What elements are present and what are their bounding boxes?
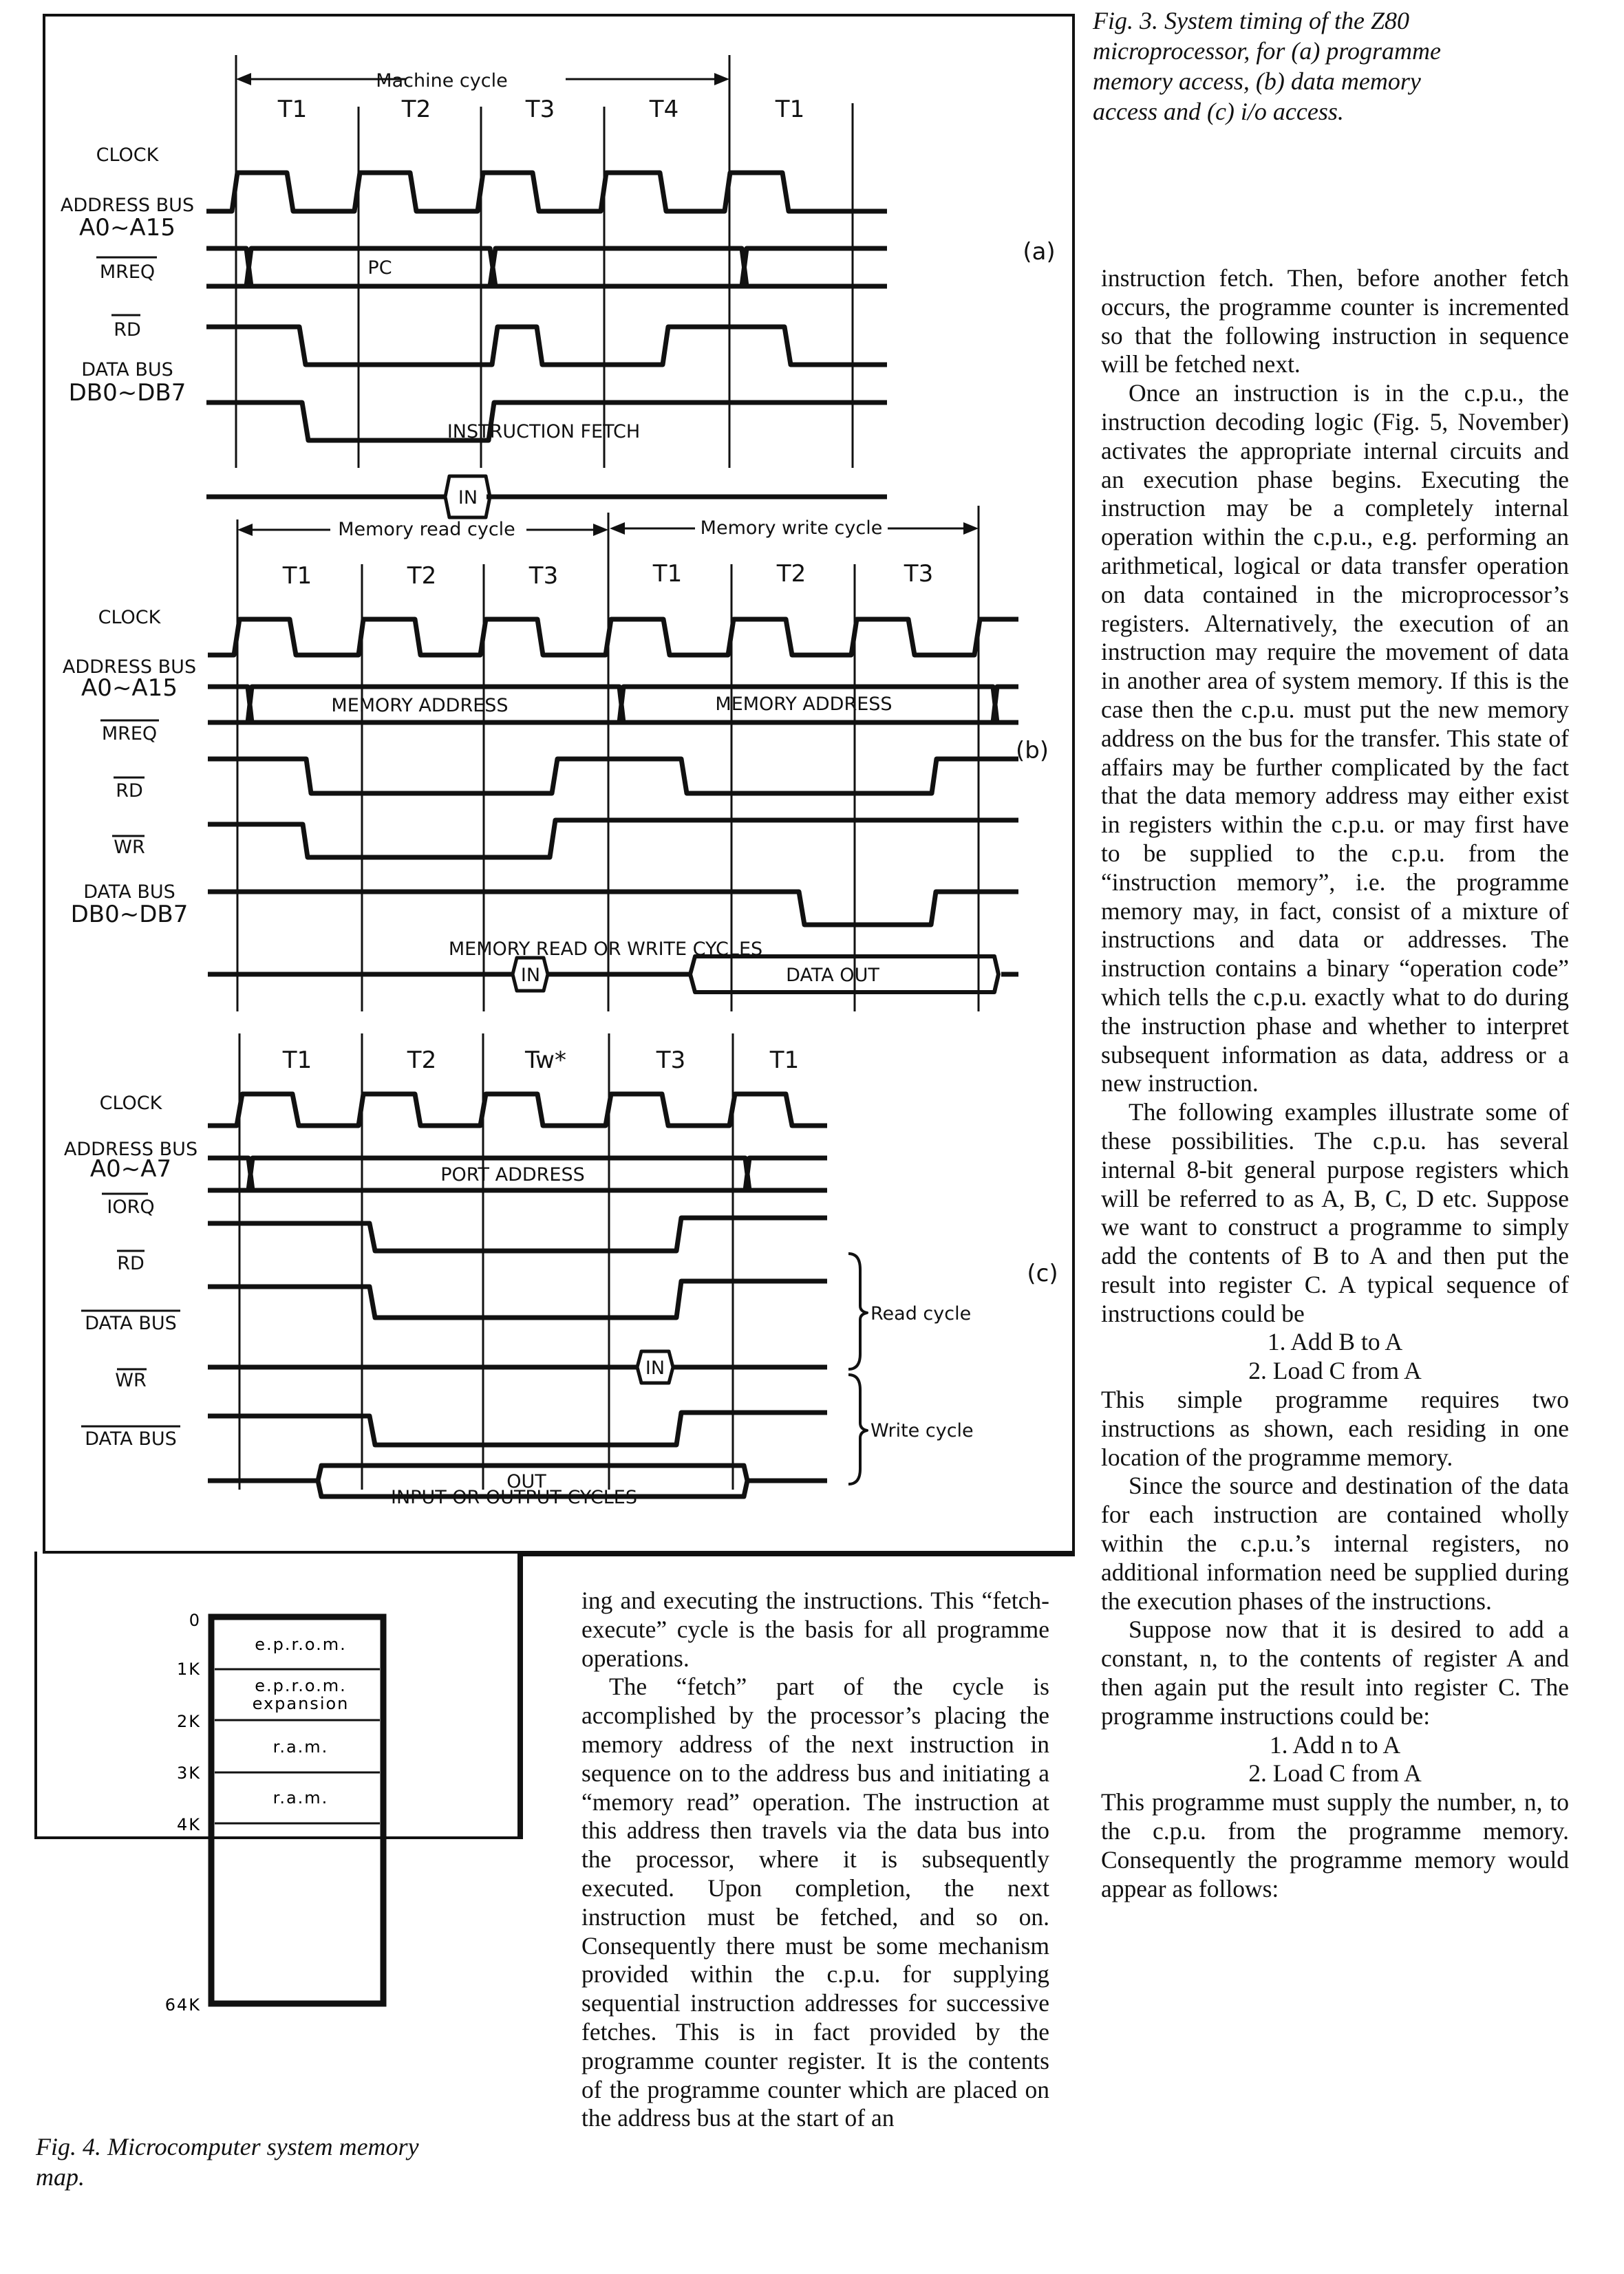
signal-label-rd: RD [117, 1253, 145, 1274]
diagram-title-c: INPUT OR OUTPUT CYCLES [391, 1487, 637, 1508]
brace-label-write-cycle: Write cycle [870, 1420, 974, 1441]
state-label: T1 [652, 560, 683, 588]
signal-label-data-range: DB0~DB7 [70, 901, 189, 928]
fig4-caption-line: map. [36, 2163, 85, 2191]
signal-label-address-bus: ADDRESS BUS [60, 195, 195, 216]
bus-value-memory-address: MEMORY ADDRESS [331, 695, 509, 716]
state-label: T1 [277, 96, 308, 123]
span-label-machine-cycle: Machine cycle [376, 70, 508, 92]
signal-label-address-range: A0~A15 [81, 674, 178, 702]
address-tick: 4K [176, 1815, 201, 1834]
paragraph: This programme must supply the number, n, to the c.p.u. from the programme memory. Consequently the programme memory would appear as follows: [1101, 1788, 1569, 1902]
signal-label-data-bus: DATA BUS [85, 1313, 177, 1334]
signal-label-address-bus: ADDRESS BUS [63, 1139, 198, 1160]
right-column [1101, 264, 1569, 1903]
state-label: T2 [401, 96, 431, 123]
list-item: 2. Load C from A [1248, 1357, 1422, 1385]
paragraph: instruction fetch. Then, before another fetch occurs, the programme counter is incremented so that the following instruction in sequence will be fetched next. [1101, 264, 1569, 378]
state-label: T1 [775, 96, 805, 123]
signal-label-mreq: MREQ [99, 261, 156, 283]
arrow-left-icon [236, 73, 251, 85]
signal-label-address-range: A0~A7 [89, 1155, 172, 1183]
signal-label-data-range: DB0~DB7 [68, 379, 186, 407]
arrow-right-icon [714, 73, 729, 85]
region-ram: r.a.m. [273, 1788, 329, 1808]
panel-label-c: (c) [1027, 1260, 1058, 1287]
list-item: 1. Add n to A [1269, 1730, 1401, 1759]
signal-label-data-bus: DATA BUS [83, 881, 175, 903]
bus-value-memory-address: MEMORY ADDRESS [715, 694, 893, 715]
span-label-write-cycle: Memory write cycle [700, 517, 883, 539]
middle-column [581, 1587, 1049, 2133]
address-tick: 64K [164, 1995, 201, 2015]
address-tick: 2K [176, 1712, 201, 1731]
paragraph: ing and executing the instructions. This “fetch-execute” cycle is the basis for all programme operations. [581, 1587, 1049, 1672]
state-label: T1 [282, 562, 312, 590]
signal-label-iorq: IORQ [107, 1197, 155, 1218]
paragraph: Once an instruction is in the c.p.u., the instruction decoding logic (Fig. 5, November) activates the appropriate internal circuits and an execution phase begins. Executing the instruction may be a completely internal operation within the c.p.u., e.g. performing an arithmetical, logical or data transfer operation on data contained in the microprocessor’s registers. Alternatively, the execution of an instruction may require the movement of data in another area of system memory. If this is the case then the c.p.u. must put the new memory address on the bus for the transfer. This state of affairs may be further complicated by the fact that the data memory address may either exist in registers within the c.p.u. or may first have to be supplied to the c.p.u. from the “instruction memory”, i.e. the programme memory may, in fact, consist of a mixture of instructions and data or addresses. The instruction contains a binary “operation code” which tells the c.p.u. exactly what to do during the instruction phase and whether to interpret subsequent information as data, address or a new instruction. [1101, 379, 1569, 1097]
state-label: T2 [776, 560, 806, 588]
state-label: T1 [282, 1047, 312, 1074]
signal-label-clock: CLOCK [96, 144, 159, 166]
list-item: 1. Add B to A [1267, 1328, 1403, 1356]
clock-a [206, 173, 887, 211]
state-label: T3 [525, 96, 555, 123]
region-eprom-expansion: e.p.r.o.m. [255, 1676, 347, 1695]
signal-label-address-bus: ADDRESS BUS [62, 656, 197, 678]
signal-label-rd: RD [114, 319, 141, 341]
diagram-title-b: MEMORY READ OR WRITE CYCLES [448, 938, 763, 960]
signal-label-data-bus: DATA BUS [81, 359, 173, 380]
bus-value-data-out: DATA OUT [786, 965, 879, 986]
paragraph: The “fetch” part of the cycle is accomplished by the processor’s placing the memory address of the next instruction in sequence on to the address bus and initiating a “memory read” operation. The instruction at this address then travels via the data bus into the processor, where it is subsequently executed. Upon completion, the next instruction must be fetched, and so on. Consequently there must be some mechanism provided within the c.p.u. for supplying sequential instruction addresses for successive fetches. This is in fact provided by the programme counter register. It is the contents of the programme counter which are placed on the address bus at the start of an [581, 1673, 1049, 2132]
panel-label-a: (a) [1023, 238, 1056, 266]
signal-label-address-range: A0~A15 [79, 214, 175, 242]
state-label: Tw* [525, 1047, 566, 1074]
state-label: T3 [904, 560, 934, 588]
signal-label-mreq: MREQ [101, 723, 158, 744]
bus-value-in: IN [645, 1358, 665, 1379]
signal-label-data-bus: DATA BUS [85, 1428, 177, 1450]
signal-label-rd: RD [116, 780, 143, 802]
fig3-caption-line: access and (c) i/o access. [1093, 98, 1344, 125]
memory-map-box [211, 1617, 383, 2004]
address-tick: 1K [176, 1660, 201, 1679]
paragraph: Since the source and destination of the data for each instruction are contained wholly within the c.p.u.’s internal registers, no additional information need be supplied during the execution phases of the instructions. [1101, 1472, 1569, 1615]
bus-value-pc: PC [367, 257, 392, 279]
state-label: T2 [407, 562, 437, 590]
fig4-caption-line: Fig. 4. Microcomputer system memory [36, 2133, 419, 2160]
state-label: T4 [649, 96, 679, 123]
address-tick: 3K [176, 1763, 201, 1783]
region-ram: r.a.m. [273, 1737, 329, 1757]
signal-label-clock: CLOCK [99, 1093, 162, 1114]
fig3-caption-line: memory access, (b) data memory [1093, 67, 1421, 95]
address-tick: 0 [189, 1611, 201, 1630]
state-label: T1 [769, 1047, 800, 1074]
fig4-caption [36, 2132, 524, 2192]
signal-label-wr: WR [115, 1370, 147, 1391]
paragraph: This simple programme requires two instructions as shown, each residing in one location of the programme memory. [1101, 1386, 1569, 1471]
paragraph: Suppose now that it is desired to add a constant, n, to the contents of register A and then again put the result into register C. The programme instructions could be: [1101, 1616, 1569, 1730]
diagram-title-a: INSTRUCTION FETCH [447, 421, 641, 442]
fig3-caption-line: microprocessor, for (a) programme [1093, 37, 1441, 65]
paragraph: The following examples illustrate some of these possibilities. The c.p.u. has several internal 8-bit general purpose registers which will be referred to as A, B, C, D etc. Suppose we want to construct a programme to simply add the contents of B to A and then put the result into register C. A typical sequence of instructions could be [1101, 1098, 1569, 1327]
region-eprom-expansion-line2: expansion [252, 1694, 350, 1713]
panel-label-b: (b) [1015, 737, 1049, 764]
bus-value-in: IN [520, 965, 541, 986]
list-item: 2. Load C from A [1248, 1759, 1422, 1788]
fig3-caption-line: Fig. 3. System timing of the Z80 [1093, 7, 1409, 34]
state-label: T3 [656, 1047, 686, 1074]
bus-value-out: OUT [506, 1471, 546, 1492]
region-eprom: e.p.r.o.m. [255, 1635, 347, 1654]
bus-value-in: IN [458, 487, 478, 508]
signal-label-wr: WR [114, 837, 145, 858]
state-label: T2 [407, 1047, 437, 1074]
state-label: T3 [528, 562, 559, 590]
signal-label-clock: CLOCK [98, 607, 161, 628]
bus-value-port-address: PORT ADDRESS [440, 1164, 585, 1186]
brace-label-read-cycle: Read cycle [870, 1303, 972, 1324]
span-label-read-cycle: Memory read cycle [338, 519, 515, 540]
